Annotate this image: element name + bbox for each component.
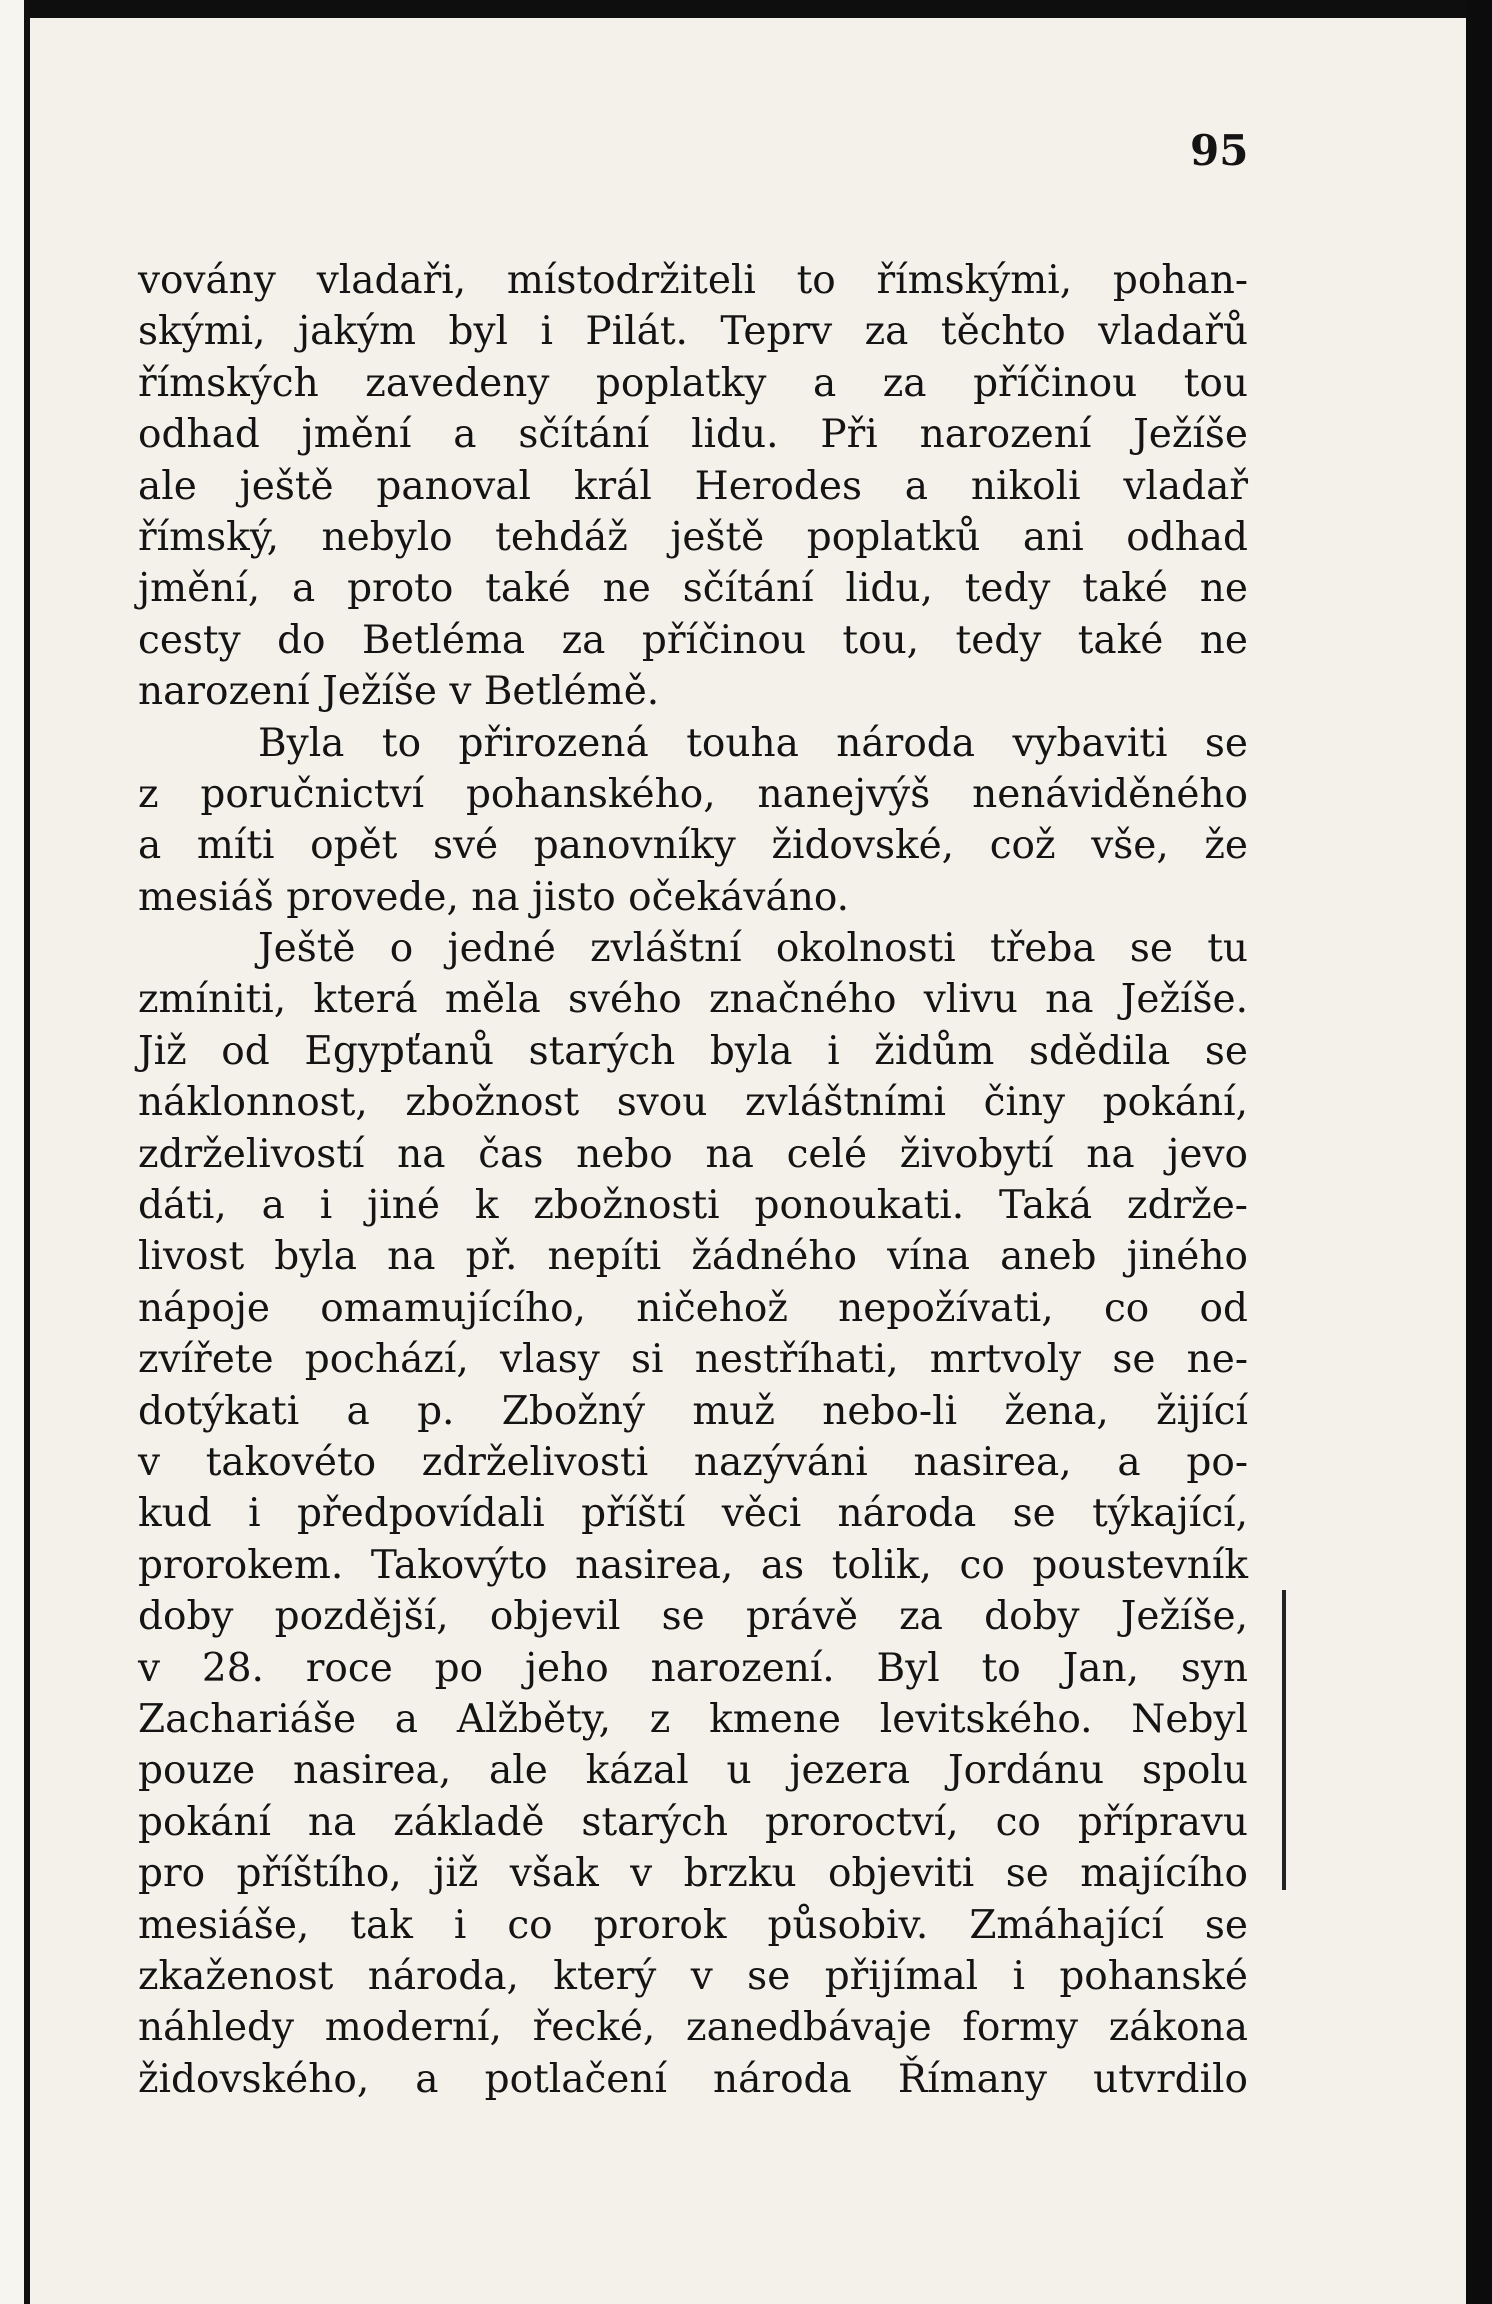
text-line: zkaženost národa, který v se přijímal i pohanské (138, 1953, 1248, 1999)
text-line: dotýkati a p. Zbožný muž nebo-li žena, žijící (138, 1388, 1248, 1434)
text-line: z poručnictví pohanského, nanejvýš nenáviděného (138, 771, 1248, 817)
text-line: narození Ježíše v Betlémě. (138, 669, 660, 715)
text-line: pokání na základě starých proroctví, co přípravu (138, 1799, 1248, 1845)
text-line: římských zavedeny poplatky a za příčinou tou (138, 360, 1248, 406)
margin-mark (1282, 1590, 1286, 1890)
text-line: ale ještě panoval král Herodes a nikoli vladař (138, 463, 1248, 509)
text-line: skými, jakým byl i Pilát. Teprv za těchto vladařů (138, 309, 1248, 355)
text-line: v takovéto zdrželivosti nazýváni nasirea, a po- (138, 1439, 1248, 1485)
text-line: dáti, a i jiné k zbožnosti ponoukati. Taká zdrže- (138, 1183, 1248, 1229)
text-line: Již od Egypťanů starých byla i židům sdědila se (138, 1028, 1248, 1074)
text-line: a míti opět své panovníky židovské, což vše, že (138, 823, 1248, 869)
text-line: nápoje omamujícího, ničehož nepožívati, co od (138, 1285, 1248, 1331)
text-line: římský, nebylo tehdáž ještě poplatků ani odhad (138, 514, 1248, 560)
text-line: livost byla na př. nepíti žádného vína aneb jiného (138, 1234, 1248, 1280)
text-line: zdrželivostí na čas nebo na celé živobytí na jevo (138, 1131, 1248, 1177)
text-line: prorokem. Takovýto nasirea, as tolik, co poustevník (138, 1542, 1248, 1588)
body-text (138, 255, 1248, 2105)
scan-top-border (0, 0, 1492, 18)
text-line: mesiáš provede, na jisto očekáváno. (138, 874, 850, 920)
text-line: náhledy moderní, řecké, zanedbávaje formy zákona (138, 2005, 1248, 2051)
text-line: jmění, a proto také ne sčítání lidu, tedy také ne (138, 566, 1248, 612)
text-line: doby pozdější, objevil se právě za doby Ježíše, (138, 1594, 1248, 1640)
text-line: vovány vladaři, místodržiteli to římskými, pohan- (138, 258, 1248, 303)
text-line: kud i předpovídali příští věci národa se týkající, (138, 1491, 1248, 1537)
text-line: Zachariáše a Alžběty, z kmene levitského. Nebyl (138, 1696, 1248, 1742)
text-line: cesty do Betléma za příčinou tou, tedy také ne (138, 617, 1248, 663)
scan-left-border (0, 0, 30, 2304)
text-line: Byla to přirozená touha národa vybaviti se (258, 720, 1248, 766)
scan-right-border (1466, 0, 1492, 2304)
page-number: 95 (1190, 126, 1249, 175)
text-line: zvířete pochází, vlasy si nestříhati, mrtvoly se ne- (138, 1337, 1248, 1383)
text-line: pouze nasirea, ale kázal u jezera Jordánu spolu (138, 1748, 1248, 1794)
text-line: odhad jmění a sčítání lidu. Při narození Ježíše (138, 412, 1248, 458)
text-line: pro příštího, již však v brzku objeviti se majícího (138, 1851, 1248, 1897)
text-line: náklonnost, zbožnost svou zvláštními činy pokání, (138, 1080, 1248, 1126)
text-line: zmíniti, která měla svého značného vlivu na Ježíše. (138, 977, 1248, 1023)
text-line: židovského, a potlačení národa Římany utvrdilo (138, 2056, 1248, 2102)
text-line: v 28. roce po jeho narození. Byl to Jan, syn (138, 1645, 1248, 1691)
text-line: mesiáše, tak i co prorok působiv. Zmáhající se (138, 1902, 1248, 1948)
text-line: Ještě o jedné zvláštní okolnosti třeba se tu (258, 926, 1248, 972)
